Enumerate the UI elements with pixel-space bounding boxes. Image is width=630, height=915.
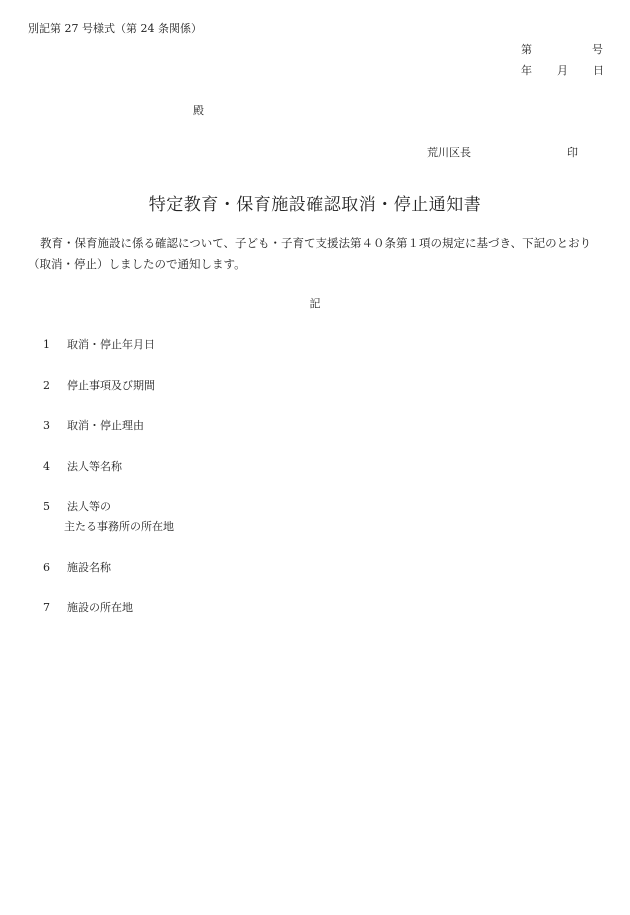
item-label: 施設の所在地 bbox=[67, 601, 133, 614]
seal-mark: 印 bbox=[567, 146, 578, 159]
item-label: 施設名称 bbox=[67, 561, 111, 574]
item-number: 2 bbox=[43, 379, 50, 392]
list-item bbox=[30, 559, 111, 575]
sender-name: 荒川区長 bbox=[427, 146, 471, 159]
list-item bbox=[30, 336, 155, 352]
item-number: 6 bbox=[43, 561, 50, 574]
item-label-continuation: 主たる事務所の所在地 bbox=[64, 520, 174, 533]
list-item bbox=[30, 417, 144, 433]
item-number: 3 bbox=[43, 419, 50, 432]
date-day: 日 bbox=[593, 64, 604, 77]
item-label: 取消・停止年月日 bbox=[67, 338, 155, 351]
list-item bbox=[30, 599, 133, 615]
list-item bbox=[30, 498, 111, 514]
body-line-1: 教育・保育施設に係る確認について、子ども・子育て支援法第４０条第１項の規定に基づき、下記のとおり bbox=[40, 236, 592, 250]
item-label: 法人等名称 bbox=[67, 460, 122, 473]
number-prefix: 第 bbox=[521, 43, 532, 56]
number-suffix: 号 bbox=[592, 43, 603, 56]
date-month: 月 bbox=[557, 64, 568, 77]
item-number: 5 bbox=[43, 500, 50, 513]
list-item bbox=[30, 458, 122, 474]
item-number: 4 bbox=[43, 460, 50, 473]
document-title: 特定教育・保育施設確認取消・停止通知書 bbox=[148, 195, 482, 215]
item-label: 取消・停止理由 bbox=[67, 419, 144, 432]
date-year: 年 bbox=[521, 64, 532, 77]
recipient-honorific: 殿 bbox=[193, 104, 204, 117]
item-label: 法人等の bbox=[67, 500, 111, 513]
item-number: 7 bbox=[43, 601, 50, 614]
form-reference: 別記第 27 号様式（第 24 条関係） bbox=[28, 22, 202, 35]
item-label: 停止事項及び期間 bbox=[67, 379, 155, 392]
item-number: 1 bbox=[43, 338, 50, 351]
list-item bbox=[30, 377, 155, 393]
ki-heading: 記 bbox=[309, 297, 321, 310]
body-line-2: （取消・停止）しましたので通知します。 bbox=[28, 257, 246, 271]
